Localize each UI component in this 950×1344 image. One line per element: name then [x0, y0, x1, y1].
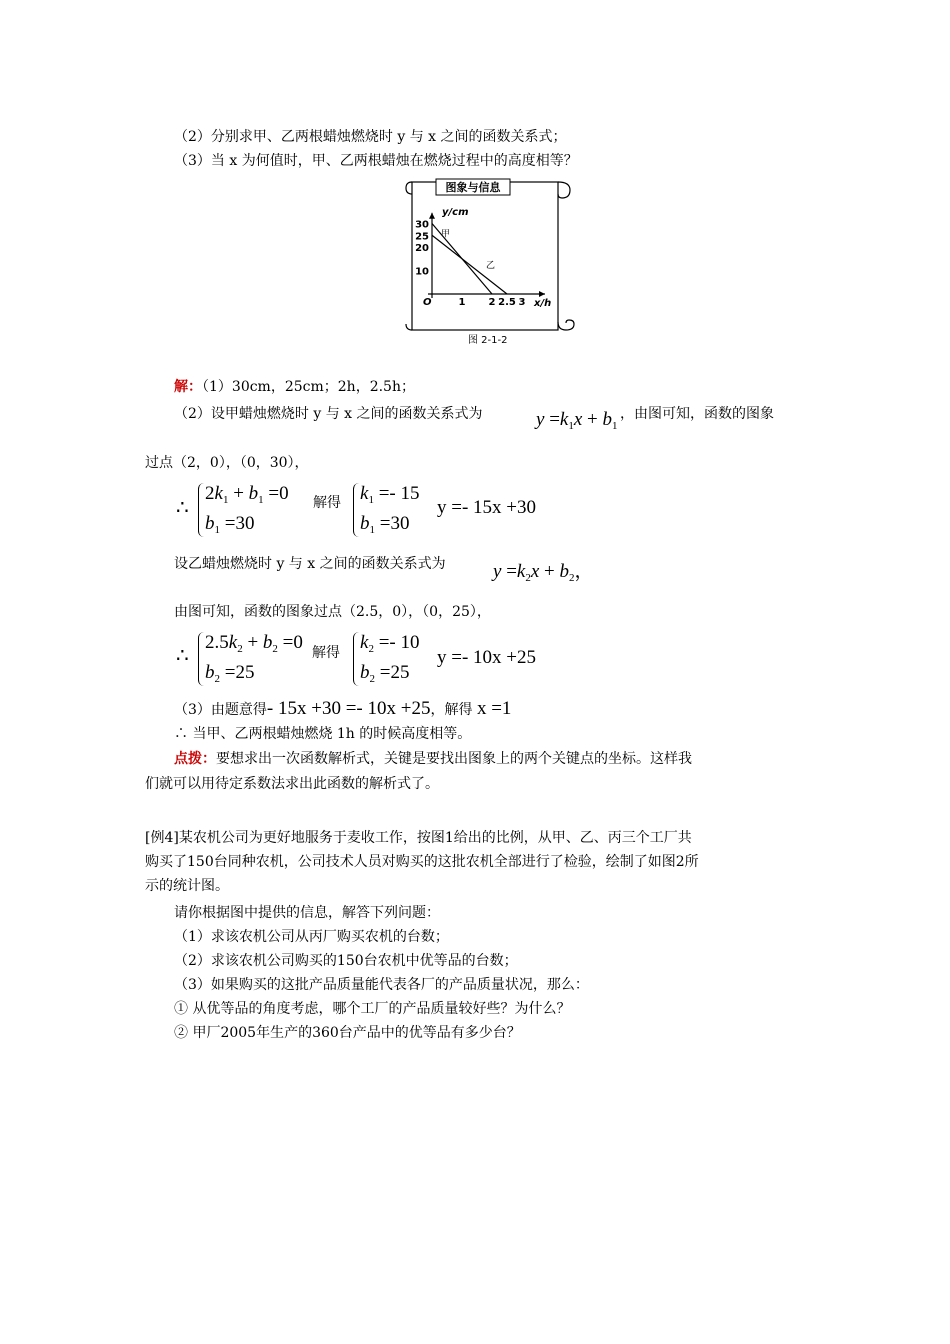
- series-label-yi: 乙: [486, 261, 496, 272]
- solution-3-text-a: （3）由题意得: [174, 702, 267, 718]
- y-tick-25: 25: [415, 231, 429, 243]
- solve-word-2: 解得: [312, 645, 340, 661]
- solution-2-text-a: （2）设甲蜡烛燃烧时 y 与 x 之间的函数关系式为: [174, 406, 483, 422]
- system-yi-row-2: $b_2 =25$: [205, 662, 255, 685]
- yi-text-a: 设乙蜡烛燃烧时 y 与 x 之间的函数关系式为: [174, 556, 446, 572]
- series-line-yi: [432, 235, 507, 294]
- equation-3: - 15x +30 =- 10x +25: [266, 698, 431, 719]
- tip-line-1: 要想求出一次函数解析式，关键是要找出图象上的两个关键点的坐标。这样我: [216, 751, 692, 767]
- solve-word-1: 解得: [313, 495, 341, 511]
- example4-question-3a: ① 从优等品的角度考虑，哪个工厂的产品质量较好些？为什么？: [174, 1001, 571, 1017]
- x-tick-2.5: 2.5: [498, 297, 516, 308]
- example4-question-1: （1）求该农机公司从丙厂购买农机的台数；: [174, 929, 449, 945]
- tip-label: 点拨：: [174, 751, 216, 767]
- solution-2-text-c: 过点（2，0），（0，30），: [145, 455, 309, 471]
- figure-caption: 图 2-1-2: [468, 335, 508, 346]
- y-tick-10: 10: [415, 266, 429, 278]
- x-tick-3: 3: [518, 297, 526, 308]
- y-tick-20: 20: [415, 243, 429, 254]
- therefore-symbol-1: ∴: [176, 495, 189, 519]
- x-axis-label: x/h: [534, 298, 552, 309]
- example4-line-1: [例4]某农机公司为更好地服务于麦收工作，按图1给出的比例，从甲、乙、丙三个工厂共: [145, 830, 692, 846]
- solution-jia-row-1: $k_1 =- 15$: [360, 483, 420, 506]
- eq-yi-general: $y =k_2x + b_2$，: [493, 561, 594, 584]
- x-axis-arrow: [539, 291, 545, 297]
- scroll-curl-top: [558, 182, 570, 198]
- x-tick-2: 2: [488, 297, 496, 308]
- y-axis-label: y/cm: [442, 206, 469, 218]
- system-jia-row-2: $b_1 =30$: [205, 513, 255, 536]
- banner-text: 图象与信息: [445, 181, 501, 194]
- system-jia-row-1: $2k_1 + b_1 =0$: [205, 483, 289, 506]
- example4-line-4: 请你根据图中提供的信息，解答下列问题：: [174, 905, 440, 921]
- scroll-curl-br: [558, 320, 574, 330]
- x-tick-1: 1: [458, 297, 466, 308]
- solution-3-text-b: ，解得: [430, 702, 473, 718]
- example4-question-3b: ② 甲厂2005年生产的360台产品中的优等品有多少台？: [174, 1025, 521, 1041]
- solution-label: 解：: [174, 379, 202, 395]
- solution-part-1: （1）30cm，25cm；2h，2.5h；: [202, 379, 415, 395]
- solution-jia-row-2: $b_1 =30$: [360, 513, 410, 536]
- origin-label: O: [423, 297, 432, 308]
- example4-line-2: 购买了150台同种农机，公司技术人员对购买的这批农机全部进行了检验，绘制了如图2所: [145, 854, 699, 870]
- solution-yi-row-1: $k_2 =- 10$: [360, 632, 420, 655]
- example4-line-3: 示的统计图。: [145, 878, 229, 894]
- solution-2-text-b: ，由图可知，函数的图象: [620, 406, 774, 422]
- example4-question-2: （2）求该农机公司购买的150台农机中优等品的台数；: [174, 953, 518, 969]
- plot-area: [415, 207, 551, 309]
- y-tick-30: 30: [415, 219, 429, 231]
- tip-line-2: 们就可以用待定系数法求出此函数的解析式了。: [145, 776, 439, 792]
- x-result: x =1: [476, 698, 512, 719]
- scroll-curl-bl: [406, 324, 412, 330]
- system-yi-row-1: $2.5k_2 + b_2 =0$: [205, 632, 303, 655]
- conclusion: ∴ 当甲、乙两根蜡烛燃烧 1h 的时候高度相等。: [174, 726, 472, 742]
- example4-question-3: （3）如果购买的这批产品质量能代表各厂的产品质量状况，那么：: [174, 977, 589, 993]
- y-axis-arrow: [429, 213, 435, 219]
- scroll-curl-left: [406, 182, 412, 194]
- graph-svg: [402, 176, 580, 352]
- result-yi: y =- 10x +25: [437, 647, 537, 668]
- question-2: （2）分别求甲、乙两根蜡烛燃烧时 y 与 x 之间的函数关系式；: [174, 129, 567, 145]
- yi-text-b: 由图可知，函数的图象过点（2.5，0），（0，25），: [174, 604, 491, 620]
- series-label-jia: 甲: [441, 229, 451, 240]
- question-3: （3）当 x 为何值时，甲、乙两根蜡烛在燃烧过程中的高度相等？: [174, 153, 578, 169]
- solution-yi-row-2: $b_2 =25$: [360, 662, 410, 685]
- figure-image-info: [402, 176, 580, 352]
- eq-jia-general: $y =k_1x + b_1$: [536, 409, 618, 432]
- result-jia: y =- 15x +30: [437, 497, 537, 518]
- therefore-symbol-2: ∴: [176, 643, 189, 667]
